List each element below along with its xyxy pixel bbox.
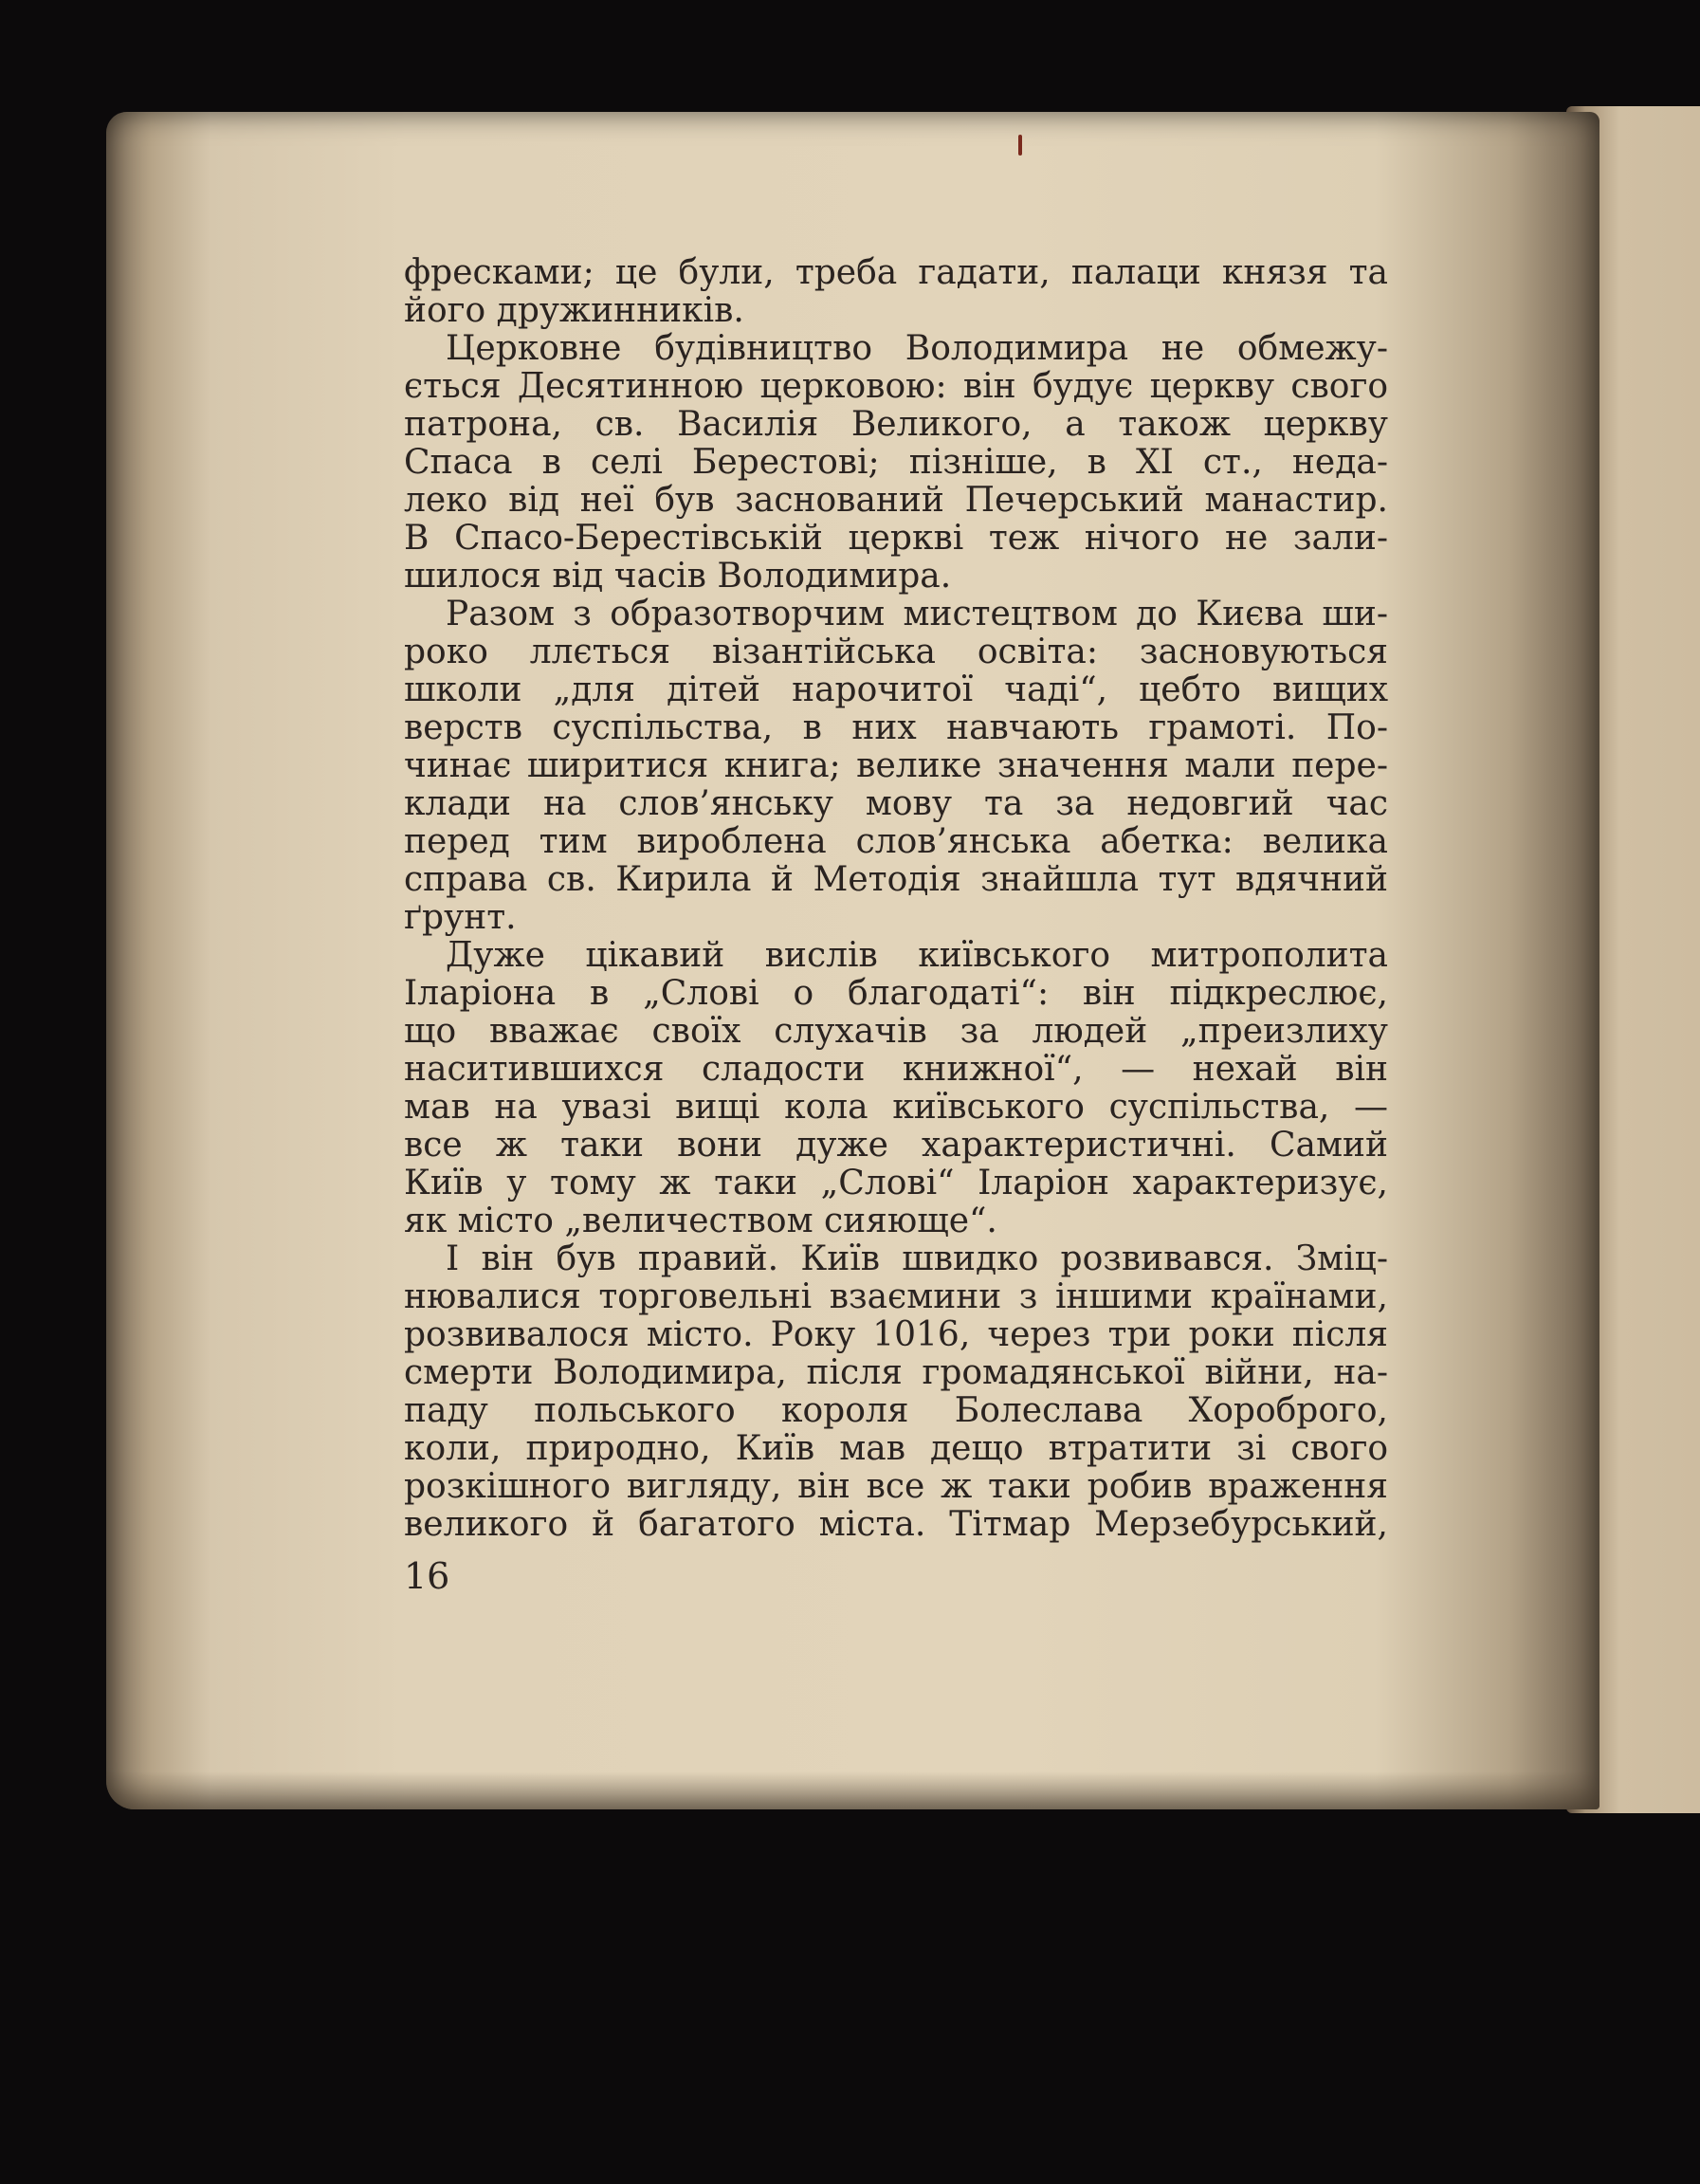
text-line: що вважає своїх слухачів за людей „преизлиху: [404, 1012, 1388, 1051]
text-line: наситившихся сладости книжної“, — нехай він: [404, 1050, 1388, 1089]
text-line: все ж таки вони дуже характеристичні. Самий: [404, 1126, 1388, 1165]
text-line: великого й багатого міста. Тітмар Мерзебурський,: [404, 1505, 1388, 1544]
text-line: справа св. Кирила й Методія знайшла тут вдячний: [404, 860, 1388, 899]
text-line: верств суспільства, в них навчають грамоті. По-: [404, 708, 1388, 747]
text-line: Іларіона в „Слові о благодаті“: він підкреслює,: [404, 974, 1388, 1013]
text-line: смерти Володимира, після громадянської війни, на-: [404, 1353, 1388, 1392]
text-line: Дуже цікавий вислів київського митрополита: [446, 936, 1388, 975]
text-line: Разом з образотворчим мистецтвом до Києва ши-: [446, 595, 1388, 633]
text-line: його дружинників.: [404, 291, 744, 330]
text-line: патрона, св. Василія Великого, а також церкву: [404, 405, 1388, 444]
text-line: ється Десятинною церковою: він будує церкву свого: [404, 367, 1388, 406]
text-line: чинає ширитися книга; велике значення мали пере-: [404, 746, 1388, 785]
text-line: фресками; це були, треба гадати, палаци князя та: [404, 253, 1388, 292]
text-line: роко ллється візантійська освіта: засновуються: [404, 633, 1388, 671]
text-line: клади на слов’янську мову та за недовгий час: [404, 784, 1388, 823]
text-line: І він був правий. Київ швидко розвивався. Змiц-: [446, 1239, 1388, 1278]
text-line: Київ у тому ж таки „Слові“ Іларіон характеризує,: [404, 1164, 1388, 1202]
body-text: [404, 254, 1388, 1544]
text-line: коли, природно, Київ мав дещо втратити зі свого: [404, 1429, 1388, 1468]
text-line: В Спасо-Берестівській церкві теж нічого не зали-: [404, 519, 1388, 558]
page-number: 16: [404, 1555, 450, 1597]
text-line: мав на увазі вищі кола київського суспільства, —: [404, 1088, 1388, 1127]
text-line: розкішного вигляду, він все ж таки робив враження: [404, 1467, 1388, 1506]
text-line: паду польського короля Болеслава Хороброго,: [404, 1391, 1388, 1430]
text-line: леко від неї був заснований Печерський манастир.: [404, 481, 1388, 520]
specks: [1018, 135, 1022, 156]
text-line: перед тим вироблена слов’янська абетка: велика: [404, 822, 1388, 861]
text-line: розвивалося місто. Року 1016, через три роки після: [404, 1315, 1388, 1354]
text-line: Спаса в селі Берестові; пізніше, в XI ст., неда-: [404, 443, 1388, 482]
text-line: Церковне будівництво Володимира не обмежу-: [446, 329, 1388, 368]
text-line: шилося від часів Володимира.: [404, 557, 952, 596]
text-line: ґрунт.: [404, 898, 517, 937]
text-line: нювалися торговельні взаємини з іншими країнами,: [404, 1277, 1388, 1316]
text-line: як місто „величеством сияюще“.: [404, 1202, 997, 1240]
text-line: школи „для дітей нарочитої чаді“, цебто вищих: [404, 670, 1388, 709]
